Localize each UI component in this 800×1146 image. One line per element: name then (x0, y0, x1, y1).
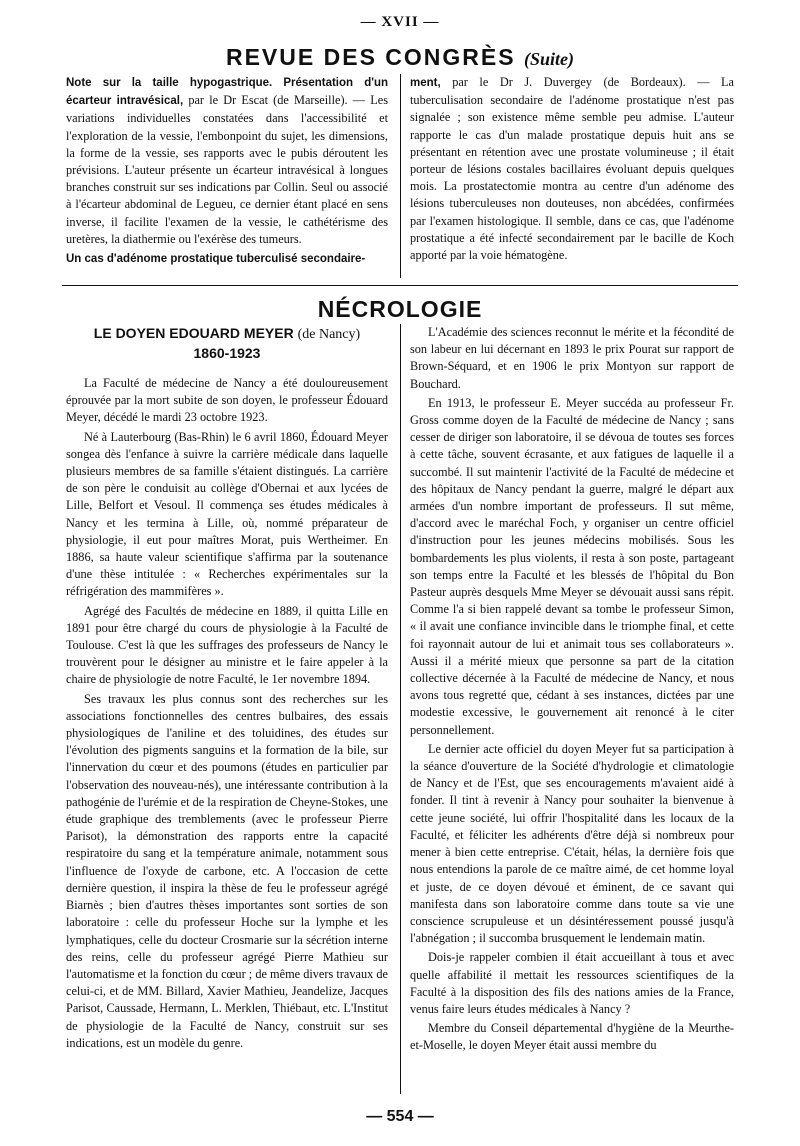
revue-item-2-start (66, 250, 388, 268)
revue-item-1-title: Note sur la taille hypogastrique. Présentation d'un écarteur intravésical, (66, 77, 388, 108)
revue-item-2-body: La tuberculisation secondaire de l'adénome prostatique n'est pas signalée ; son existence même semble peu admise. L'auteur rapporte le cas d'un malade prostatique depuis huit ans se présentant en rétention avec une prostate volumineuse ; il était porteur de lésions costales bacillaires évoluant depuis quelques mois. La prostatectomie montra au centre d'un adénome des lésions tuberculeuses non douteuses, non abcédées, confirmées par l'examen histologique. Il semble, dans ce cas, que l'adénome prostatique a été infecté secondairement par le bacille de Koch apporté par la voie hématogène. (410, 75, 735, 263)
necro-right-paragraph: L'Académie des sciences reconnut le mérite et la fécondité de son labeur en lui décernant en 1893 le prix Pourat sur rapport de Brown-Séquard, et en 1906 le prix Montyon sur rapport de Bouchard. (410, 325, 734, 391)
page-roman-numeral: — XVII — (360, 14, 440, 30)
necro-right-column (410, 324, 734, 1057)
revue-column-divider (400, 74, 401, 278)
revue-item-1 (66, 74, 388, 248)
revue-left-column (66, 74, 388, 270)
necro-left-paragraph: Ses travaux les plus connus sont des recherches sur les associations fonctionnelles des centres bulbaires, des essais physiologiques de l'aniline et des toluidines, des études sur l'évolution des pigments sanguins et la formation de la bile, sur l'innervation du cœur et des poumons (études en particulier par l'observation des nouveau-nés), une intéressante contribution à la pathogénie de l'urémie et de la respiration de Cheyne-Stokes, une étude graphique des tremblements (avec le professeur Pierre Parisot), la démonstration des rapports entre la capacité respiratoire du sang et la température animale, notamment sous l'influence de l'oxyde de carbone, etc. A l'occasion de cette dernière question, il inspira la thèse de feu le professeur agrégé Biarnès ; bien d'autres thèses importantes sont sorties de son laboratoire : celle du professeur Hoche sur la lymphe et les lymphatiques, celle du docteur Crosmarie sur la sécrétion interne des reins, celle du professeur agrégé Pierre Mathieu sur l'automatisme et la fonction du cœur ; de même divers travaux de celui-ci, et de MM. Billard, Xavier Mathieu, Jeandelize, Jacques Parisot, Caussade, Hermann, L. Merklen, Thiébaut, etc. L'Institut de physiologie de la Faculté de Nancy, construit sur ses indications, est un modèle du genre. (66, 691, 388, 1050)
necro-right-paragraph: Membre du Conseil départemental d'hygiène de la Meurthe-et-Moselle, le doyen Meyer était aussi membre du (410, 1021, 734, 1053)
section-separator (62, 285, 738, 286)
revue-item-1-author: par le Dr Escat (de Marseille). — (188, 93, 366, 108)
article-header (66, 324, 388, 363)
necro-right-paragraph: En 1913, le professeur E. Meyer succéda au professeur Fr. Gross comme doyen de la Faculté de médecine de Nancy ; sans cesser de diriger son laboratoire, il se dévoua de toutes ses forces à cette tâche, souvent écrasante, et aux fatigues de laquelle il a succombé. Il sut maintenir l'activité de la Faculté de médecine et des hôpitaux de Nancy pendant la guerre, malgré le départ aux armées d'un nombre important de professeurs. Il sut même, d'accord avec le maréchal Foch, y organiser un centre officiel d'instruction pour les jeunes médecins mobilisés. Sous les bombardements les plus violents, il resta à son poste, partageant son temps entre la Faculté et les blessés de l'hôpital du Bon Pasteur auprès desquels Mme Meyer se dévouait aussi sans répit. Comme l'a si bien rappelé devant sa tombe le professeur Simon, « il avait une confiance invincible dans le triomphe final, et cette foi rayonnait autour de lui et animait tous ses collaborateurs ». Aussi il a mérité mieux que personne sa part de la citation collective décernée à la Faculté de médecine de Nancy, et nous avons tous regretté que, cédant à ses instances, dictées par une modestie excessive, le gouvernement ait renoncé à le citer personnellement. (410, 395, 734, 737)
revue-item-1-body: Les variations individuelles constatées dans l'accessibilité et l'exploration de la vessie, l'embonpoint du sujet, les dimensions, la forme de la vessie, ses rapports avec le pubis déroutent les prévisions. L'auteur présente un écarteur intravésical à longues branches construit sur ses indications par Collin. Seul ou associé à l'écarteur abdominal de Legueu, ce dernier étant placé en sens inverse, il facilite l'examen de la vessie, le cathétérisme des uretères, la diathermie ou l'exérèse des tumeurs. (66, 93, 389, 246)
necro-left-column (66, 324, 388, 1054)
necro-left-paragraph: La Faculté de médecine de Nancy a été douloureusement éprouvée par la mort subite de son doyen, le professeur Édouard Meyer, décédé le mardi 23 octobre 1923. (66, 376, 388, 425)
article-title: LE DOYEN EDOUARD MEYER (93, 325, 294, 341)
revue-title-suite: (Suite) (523, 49, 574, 69)
necro-right-paragraph: Dois-je rappeler combien il était accueillant à tous et avec quelle affabilité il mettait les ressources scientifiques de la Faculté à la disposition des fils des nations amies de la France, venus faire leurs études médicales à Nancy ? (410, 950, 734, 1016)
section-title-revue (0, 44, 800, 71)
revue-item-2-title: Un cas d'adénome prostatique tuberculisé secondaire- (66, 253, 366, 266)
necro-left-paragraph: Agrégé des Facultés de médecine en 1889, il quitta Lille en 1891 pour être chargé du cours de physiologie à la Faculté de Toulouse. C'est là que les suffrages des professeurs de Nancy le trouvèrent pour le désigner au ministre et le faire appeler à la chaire de physiologie de notre Faculté, le 1er novembre 1894. (66, 603, 388, 687)
article-place: (de Nancy) (297, 327, 361, 342)
necrologie-title: NÉCROLOGIE (317, 296, 483, 322)
revue-item-2-title-cont: ment, (410, 77, 441, 89)
necro-column-divider (400, 324, 401, 1094)
revue-item-2-cont (410, 74, 734, 264)
page-number: — 554 — (366, 1108, 434, 1125)
necro-left-paragraph: Né à Lauterbourg (Bas-Rhin) le 6 avril 1860, Édouard Meyer songea dès l'enfance à suivre la carrière médicale dans laquelle plusieurs membres de sa famille s'étaient distingués. La carrière de son père le conduisit au collège d'Obernai et aux lycées de Lille, Belfort et Vesoul. Il commença ses études médicales à Nancy et les termina à Lille, où, nommé préparateur de physiologie, il eut pour maîtres Morat, puis Wertheimer. En 1886, sa haute valeur scientifique s'affirma par la soutenance d'une thèse intitulée : « Recherches expérimentales sur la réfrigération des mammifères ». (66, 429, 388, 599)
revue-right-column (410, 74, 734, 266)
revue-item-2-author: par le Dr J. Duvergey (de Bordeaux). — (452, 75, 710, 89)
revue-title-text: REVUE DES CONGRÈS (225, 44, 516, 70)
necro-right-paragraph: Le dernier acte officiel du doyen Meyer fut sa participation à la séance d'ouverture de la Société d'hydrologie et climatologie de Nancy et de l'Est, que ses encouragements m'avaient aidé à fonder. Il tint à revenir à Nancy pour souhaiter la bienvenue à cette jeune société, lui offrir l'hospitalité dans les locaux de la Faculté, et féliciter les adhérents d'être déjà si nombreux pour mener à bien cette entreprise. C'était, hélas, la dernière fois que nous entendions la parole de ce maître aimé, de cet homme loyal et juste, de ce doyen dévoué et éminent, de ce savant qui manifesta dans son laboratoire comme dans toute sa vie une conscience scrupuleuse et un désintéressement poussé jusqu'à l'abnégation ; il succomba brusquement le lendemain matin. (410, 741, 734, 946)
article-years: 1860-1923 (193, 345, 261, 361)
